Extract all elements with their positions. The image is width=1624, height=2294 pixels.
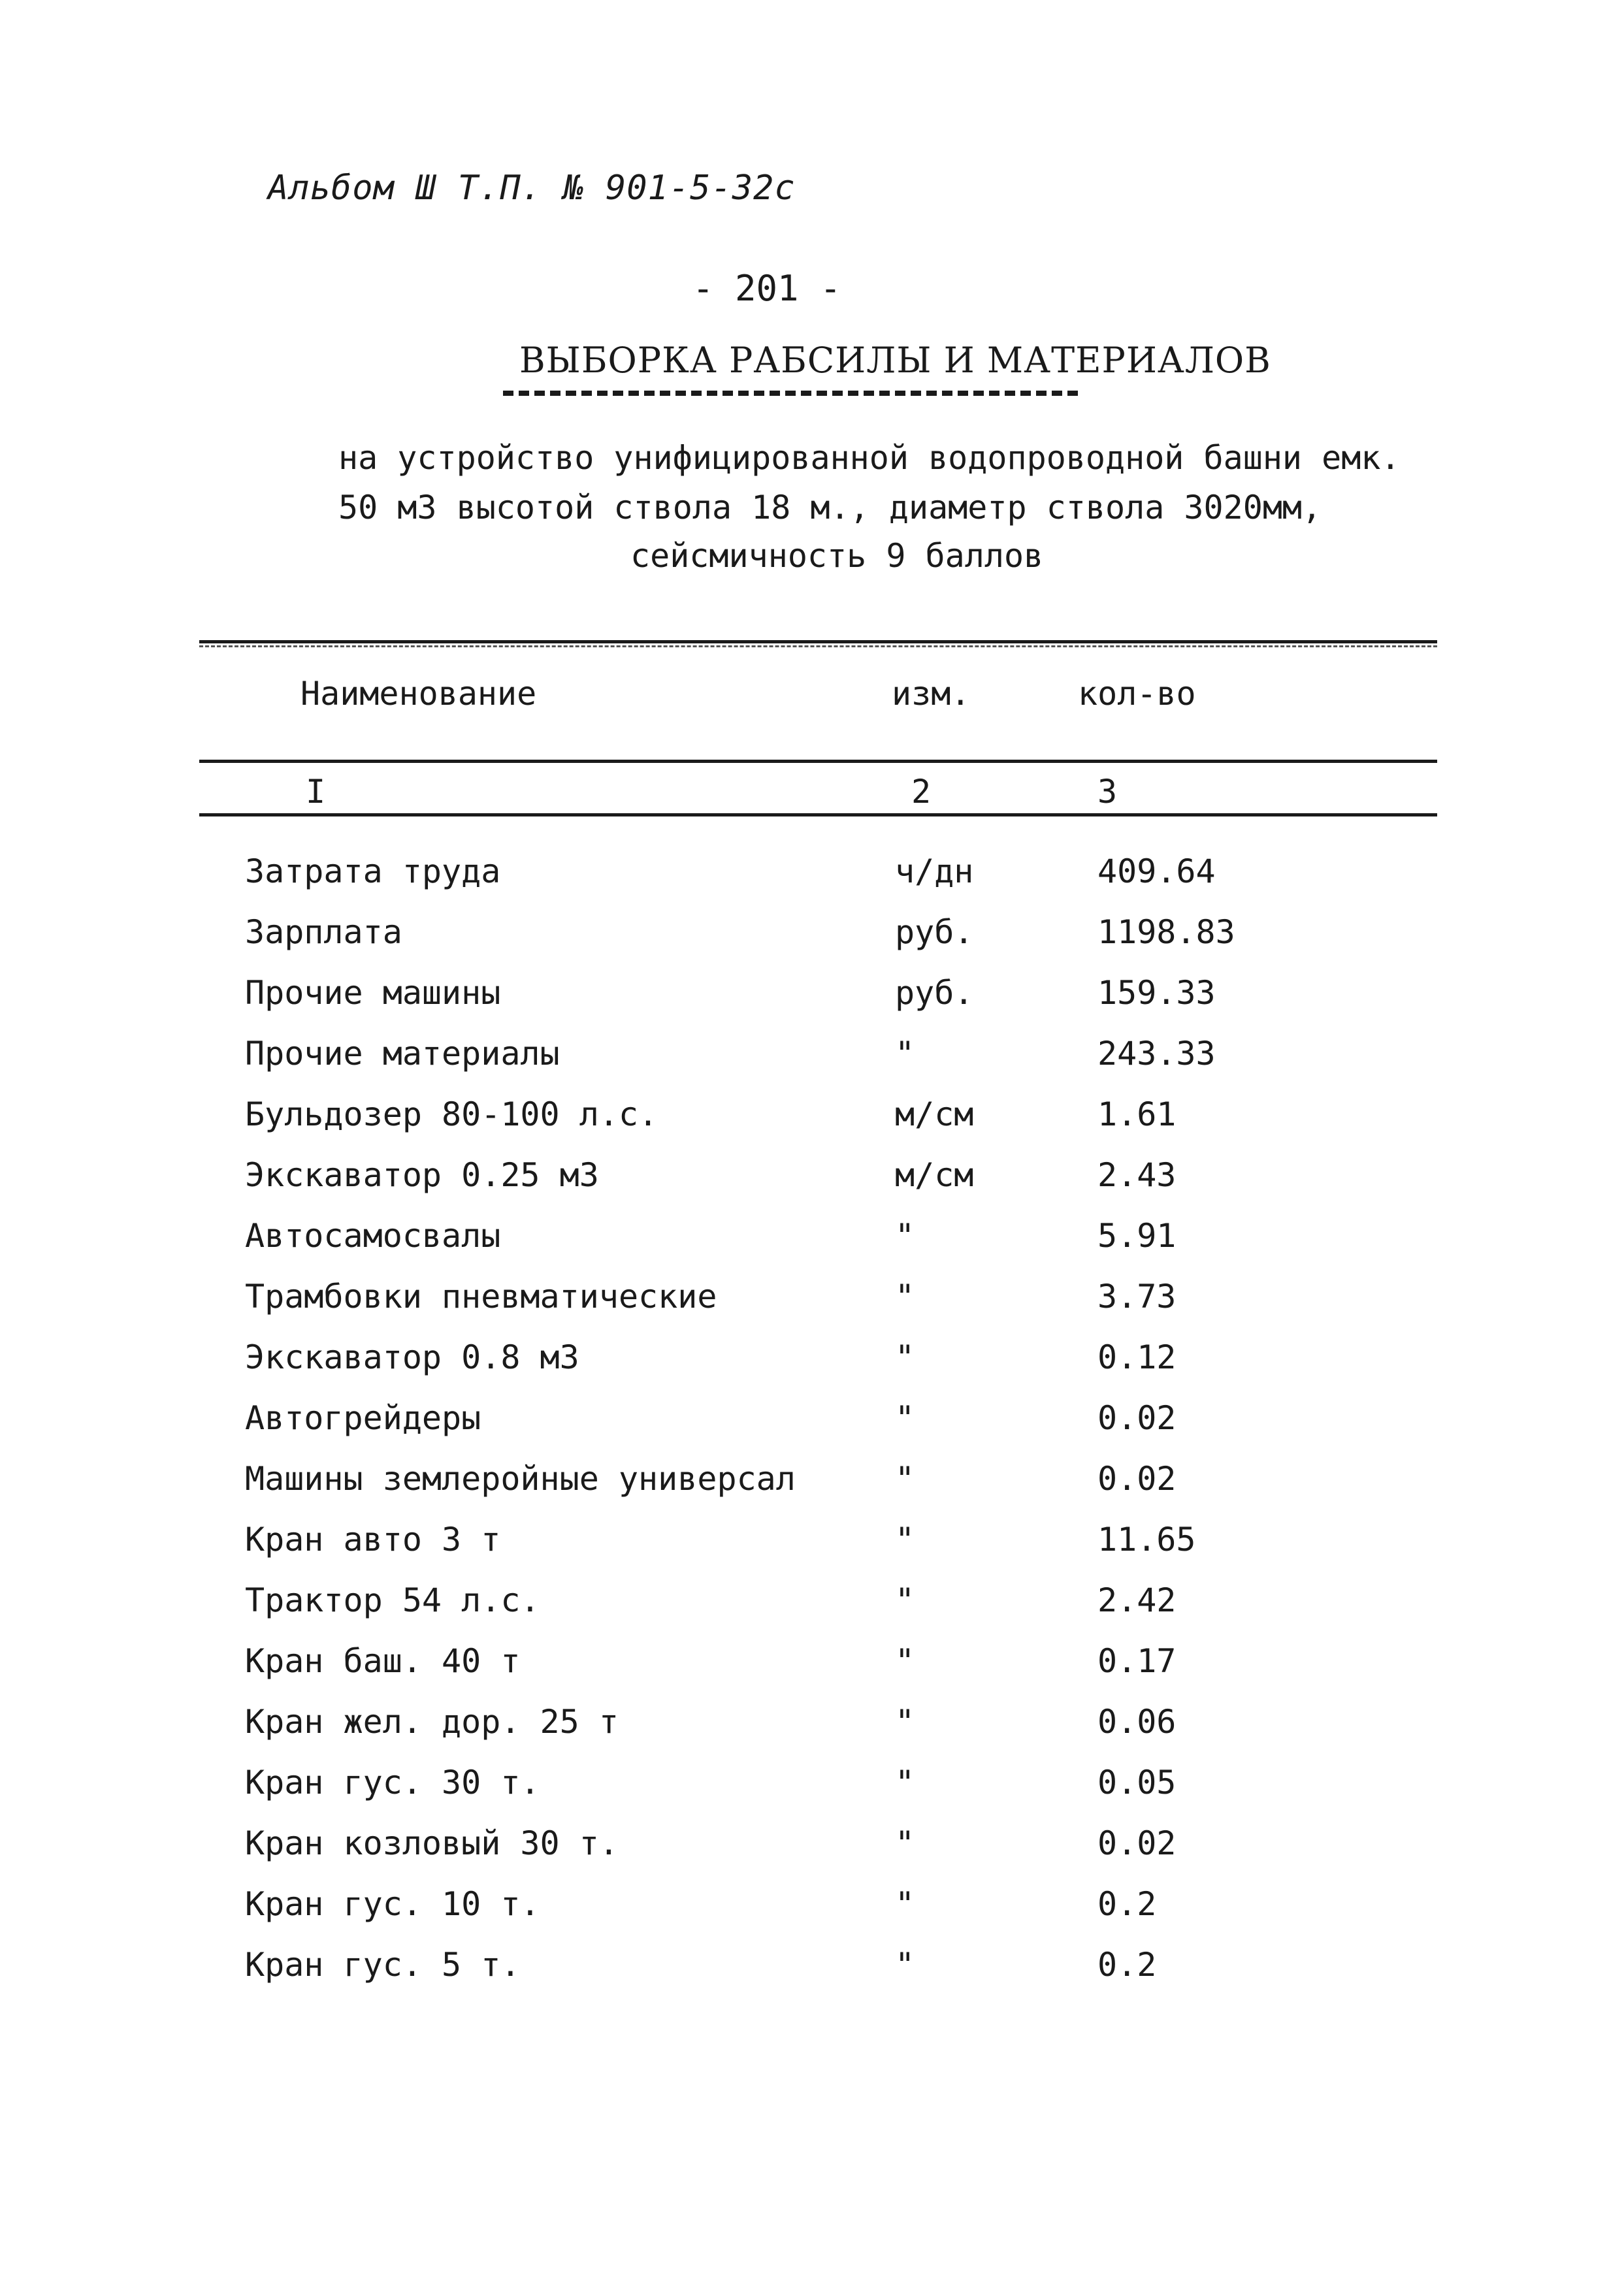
row-quantity: 1198.83 xyxy=(1097,913,1235,951)
row-quantity: 0.02 xyxy=(1097,1824,1177,1862)
table-row xyxy=(0,1946,1624,1998)
subtitle-line-2: 50 м3 высотой ствола 18 м., диаметр ствола 3020мм, xyxy=(338,489,1322,526)
row-name: Затрата труда xyxy=(245,852,501,890)
table-top-rule-dashed xyxy=(199,645,1437,647)
row-unit: " xyxy=(895,1946,915,1984)
page-number: - 201 - xyxy=(692,268,841,309)
row-quantity: 3.73 xyxy=(1097,1278,1177,1316)
table-row xyxy=(0,1764,1624,1816)
table-row xyxy=(0,1217,1624,1269)
row-quantity: 1.61 xyxy=(1097,1095,1177,1133)
row-unit: " xyxy=(895,1581,915,1619)
row-quantity: 243.33 xyxy=(1097,1035,1216,1073)
row-name: Машины землеройные универсал xyxy=(245,1460,796,1498)
row-unit: м/см xyxy=(895,1156,974,1194)
row-unit: " xyxy=(895,1460,915,1498)
column-header-quantity: кол-во xyxy=(1078,675,1196,713)
table-row xyxy=(0,1460,1624,1512)
album-reference: Альбом Ш Т.П. № 901-5-32с xyxy=(268,169,796,208)
table-row xyxy=(0,1035,1624,1087)
row-unit: ч/дн xyxy=(895,852,974,890)
row-name: Трактор 54 л.с. xyxy=(245,1581,540,1619)
table-row xyxy=(0,1095,1624,1148)
row-quantity: 11.65 xyxy=(1097,1521,1196,1559)
row-unit: " xyxy=(895,1824,915,1862)
subtitle-line-1: на устройство унифицированной водопроводной башни емк. xyxy=(338,439,1401,477)
row-quantity: 0.06 xyxy=(1097,1703,1177,1741)
row-name: Кран гус. 5 т. xyxy=(245,1946,521,1984)
table-row xyxy=(0,1399,1624,1451)
row-quantity: 0.05 xyxy=(1097,1764,1177,1801)
row-quantity: 0.2 xyxy=(1097,1946,1157,1984)
row-quantity: 2.42 xyxy=(1097,1581,1177,1619)
table-row xyxy=(0,1824,1624,1877)
row-quantity: 2.43 xyxy=(1097,1156,1177,1194)
row-unit: " xyxy=(895,1338,915,1376)
title-underline xyxy=(503,391,1078,396)
row-name: Прочие материалы xyxy=(245,1035,560,1073)
row-name: Кран жел. дор. 25 т xyxy=(245,1703,619,1741)
row-unit: " xyxy=(895,1278,915,1316)
table-row xyxy=(0,1156,1624,1208)
header-divider-rule xyxy=(199,760,1437,763)
column-number-1: I xyxy=(306,773,326,811)
row-name: Кран козловый 30 т. xyxy=(245,1824,619,1862)
row-name: Трамбовки пневматические xyxy=(245,1278,717,1316)
table-row xyxy=(0,1885,1624,1937)
column-number-divider-rule xyxy=(199,813,1437,816)
table-top-rule xyxy=(199,640,1437,643)
row-unit: " xyxy=(895,1703,915,1741)
row-unit: " xyxy=(895,1764,915,1801)
row-unit: м/см xyxy=(895,1095,974,1133)
subtitle-line-3: сейсмичность 9 баллов xyxy=(630,537,1044,575)
column-header-name: Наименование xyxy=(300,675,537,713)
table-row xyxy=(0,913,1624,965)
table-row xyxy=(0,1338,1624,1391)
table-row xyxy=(0,1521,1624,1573)
row-quantity: 0.2 xyxy=(1097,1885,1157,1923)
row-unit: " xyxy=(895,1642,915,1680)
row-unit: " xyxy=(895,1217,915,1255)
table-row xyxy=(0,1703,1624,1755)
column-header-unit: изм. xyxy=(892,675,971,713)
row-name: Кран гус. 10 т. xyxy=(245,1885,540,1923)
row-name: Зарплата xyxy=(245,913,402,951)
row-quantity: 5.91 xyxy=(1097,1217,1177,1255)
row-quantity: 409.64 xyxy=(1097,852,1216,890)
table-row xyxy=(0,852,1624,905)
table-row xyxy=(0,1278,1624,1330)
row-unit: " xyxy=(895,1035,915,1073)
column-number-3: 3 xyxy=(1097,773,1118,811)
row-quantity: 0.12 xyxy=(1097,1338,1177,1376)
row-name: Автосамосвалы xyxy=(245,1217,501,1255)
table-row xyxy=(0,974,1624,1026)
row-name: Экскаватор 0.8 м3 xyxy=(245,1338,579,1376)
row-unit: руб. xyxy=(895,913,974,951)
row-quantity: 0.02 xyxy=(1097,1399,1177,1437)
row-name: Автогрейдеры xyxy=(245,1399,481,1437)
row-name: Экскаватор 0.25 м3 xyxy=(245,1156,599,1194)
row-name: Прочие машины xyxy=(245,974,501,1012)
row-name: Кран баш. 40 т xyxy=(245,1642,521,1680)
row-quantity: 0.17 xyxy=(1097,1642,1177,1680)
table-row xyxy=(0,1642,1624,1694)
row-quantity: 0.02 xyxy=(1097,1460,1177,1498)
row-unit: " xyxy=(895,1885,915,1923)
row-name: Кран авто 3 т xyxy=(245,1521,501,1559)
row-quantity: 159.33 xyxy=(1097,974,1216,1012)
row-name: Кран гус. 30 т. xyxy=(245,1764,540,1801)
row-unit: " xyxy=(895,1399,915,1437)
document-title: ВЫБОРКА РАБСИЛЫ И МАТЕРИАЛОВ xyxy=(519,340,1271,381)
row-unit: руб. xyxy=(895,974,974,1012)
row-unit: " xyxy=(895,1521,915,1559)
column-number-2: 2 xyxy=(911,773,932,811)
row-name: Бульдозер 80-100 л.с. xyxy=(245,1095,658,1133)
table-row xyxy=(0,1581,1624,1634)
